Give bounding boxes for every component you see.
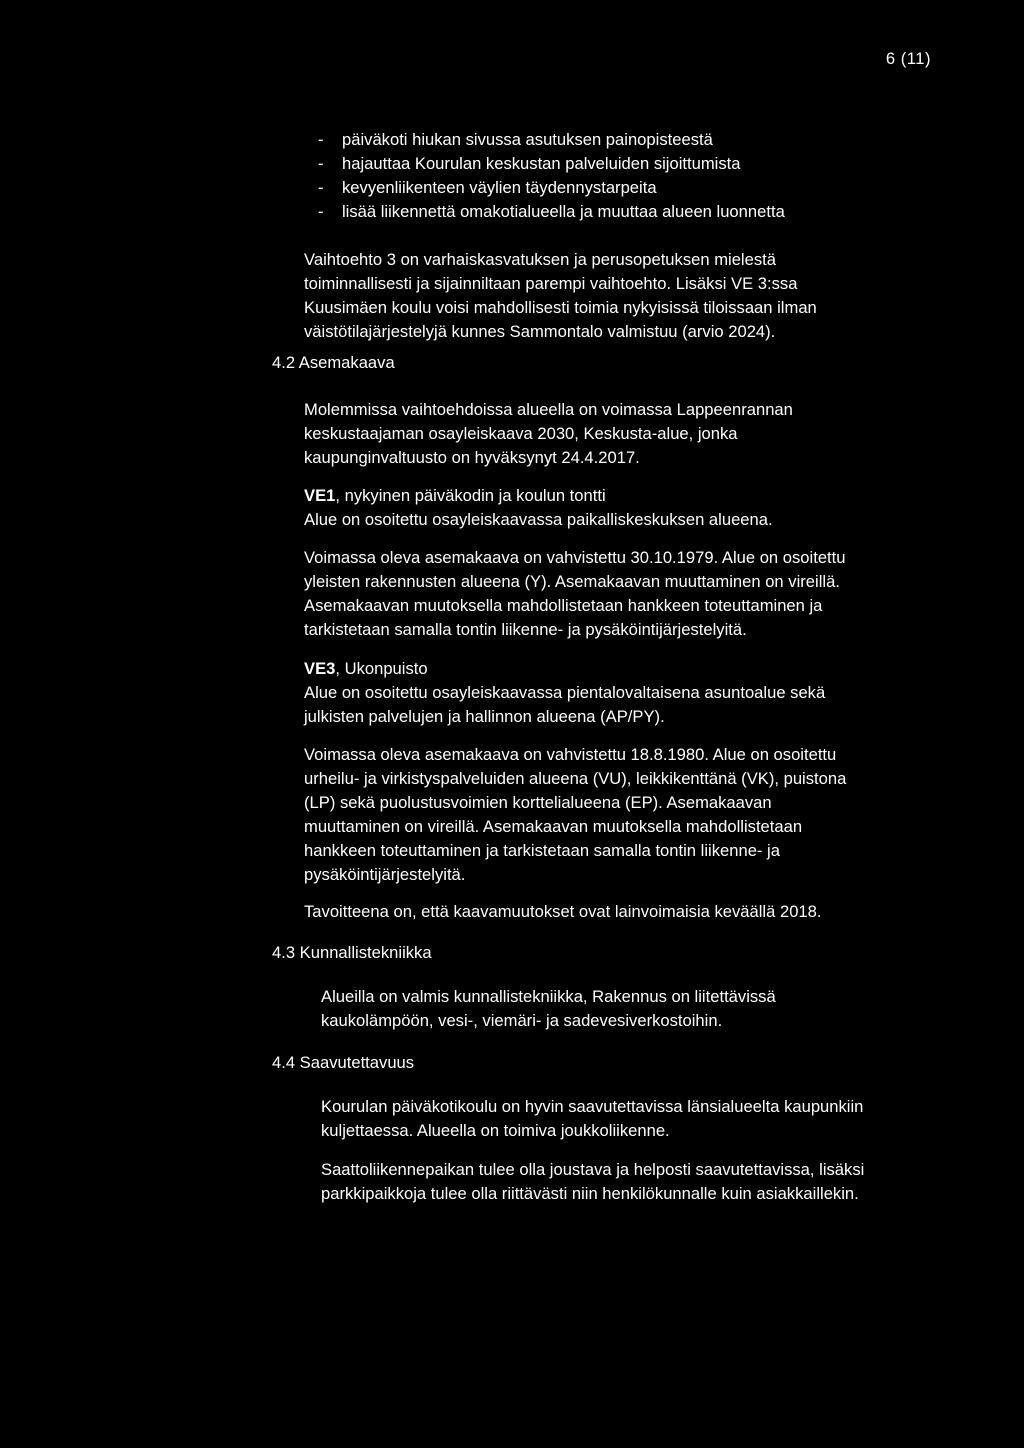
kunnallistekniikka-paragraph (321, 985, 961, 1033)
bullet-marker: - (318, 178, 324, 197)
text-line: Vaihtoehto 3 on varhaiskasvatuksen ja perusopetuksen mielestä (304, 250, 776, 269)
list-item-text: hajauttaa Kourulan keskustan palveluiden sijoittumista (342, 154, 741, 173)
goal-paragraph (304, 900, 944, 924)
text-line: Voimassa oleva asemakaava on vahvistettu 18.8.1980. Alue on osoitettu (304, 745, 837, 764)
ve3-block (304, 657, 944, 729)
text-line: kaukolämpöön, vesi-, viemäri- ja sadevesiverkostoihin. (321, 1011, 723, 1030)
text-line: pysäköintijärjestelyitä. (304, 865, 466, 884)
list-item (318, 176, 785, 200)
saavutettavuus-paragraph-2 (321, 1158, 961, 1206)
text-line: urheilu- ja virkistyspalveluiden alueena (VU), leikkikenttänä (VK), puistona (304, 769, 847, 788)
page-number: 6 (11) (885, 49, 931, 68)
text-line: kuljettaessa. Alueella on toimiva joukkoliikenne. (321, 1121, 670, 1140)
bullet-marker: - (318, 154, 324, 173)
text-line: keskustaajaman osayleiskaava 2030, Keskusta-alue, jonka (304, 424, 738, 443)
ve3-title (304, 657, 944, 681)
text-line: Saattoliikennepaikan tulee olla joustava ja helposti saavutettavissa, lisäksi (321, 1160, 865, 1179)
text-line: Asemakaavan muutoksella mahdollistetaan hankkeen toteuttaminen ja (304, 596, 823, 615)
list-item-text: päiväkoti hiukan sivussa asutuksen painopisteestä (342, 130, 713, 149)
list-item (318, 128, 785, 152)
ve3-title-rest: , Ukonpuisto (335, 659, 428, 678)
text-line: Alueilla on valmis kunnallistekniikka, Rakennus on liitettävissä (321, 987, 776, 1006)
text-line: hankkeen toteuttaminen ja tarkistetaan samalla tontin liikenne- ja (304, 841, 780, 860)
list-item-text: kevyenliikenteen väylien täydennystarpeita (342, 178, 657, 197)
ve1-label: VE1 (304, 486, 336, 505)
text-line: Kourulan päiväkotikoulu on hyvin saavutettavissa länsialueelta kaupunkiin (321, 1097, 864, 1116)
list-item-text: lisää liikennettä omakotialueella ja muuttaa alueen luonnetta (342, 202, 785, 221)
ve1-detail-paragraph (304, 546, 944, 642)
text-line: Tavoitteena on, että kaavamuutokset ovat lainvoimaisia keväällä 2018. (304, 902, 822, 921)
ve3-summary-paragraph (304, 248, 944, 344)
text-line: julkisten palvelujen ja hallinnon alueena (AP/PY). (304, 707, 665, 726)
section-heading-4-4: 4.4 Saavutettavuus (272, 1053, 415, 1072)
bullet-list (318, 128, 785, 224)
asemakaava-intro-paragraph (304, 398, 944, 470)
text-line: Kuusimäen koulu voisi mahdollisesti toimia nykyisissä tiloissaan ilman (304, 298, 817, 317)
ve1-title (304, 484, 944, 508)
text-line: Alue on osoitettu osayleiskaavassa pientalovaltaisena asuntoalue sekä (304, 683, 826, 702)
list-item (318, 152, 785, 176)
text-line: kaupunginvaltuusto on hyväksynyt 24.4.2017. (304, 448, 640, 467)
list-item (318, 200, 785, 224)
bullet-marker: - (318, 130, 324, 149)
section-heading-4-3: 4.3 Kunnallistekniikka (272, 943, 432, 962)
text-line: (LP) sekä puolustusvoimien korttelialueena (EP). Asemakaavan (304, 793, 772, 812)
bullet-marker: - (318, 202, 324, 221)
text-line: Alue on osoitettu osayleiskaavassa paikalliskeskuksen alueena. (304, 510, 773, 529)
text-line: toiminnallisesti ja sijainniltaan parempi vaihtoehto. Lisäksi VE 3:ssa (304, 274, 798, 293)
text-line: muuttaminen on vireillä. Asemakaavan muutoksella mahdollistetaan (304, 817, 803, 836)
saavutettavuus-paragraph-1 (321, 1095, 961, 1143)
text-line: tarkistetaan samalla tontin liikenne- ja pysäköintijärjestelyitä. (304, 620, 747, 639)
ve1-title-rest: , nykyinen päiväkodin ja koulun tontti (335, 486, 606, 505)
text-line: yleisten rakennusten alueena (Y). Asemakaavan muuttaminen on vireillä. (304, 572, 840, 591)
text-line: väistötilajärjestelyjä kunnes Sammontalo valmistuu (arvio 2024). (304, 322, 776, 341)
text-line: parkkipaikkoja tulee olla riittävästi niin henkilökunnalle kuin asiakkaillekin. (321, 1184, 859, 1203)
section-heading-4-2: 4.2 Asemakaava (272, 353, 395, 372)
ve3-label: VE3 (304, 659, 336, 678)
ve1-block (304, 484, 944, 532)
text-line: Voimassa oleva asemakaava on vahvistettu 30.10.1979. Alue on osoitettu (304, 548, 846, 567)
text-line: Molemmissa vaihtoehdoissa alueella on voimassa Lappeenrannan (304, 400, 793, 419)
ve3-detail-paragraph (304, 743, 944, 887)
